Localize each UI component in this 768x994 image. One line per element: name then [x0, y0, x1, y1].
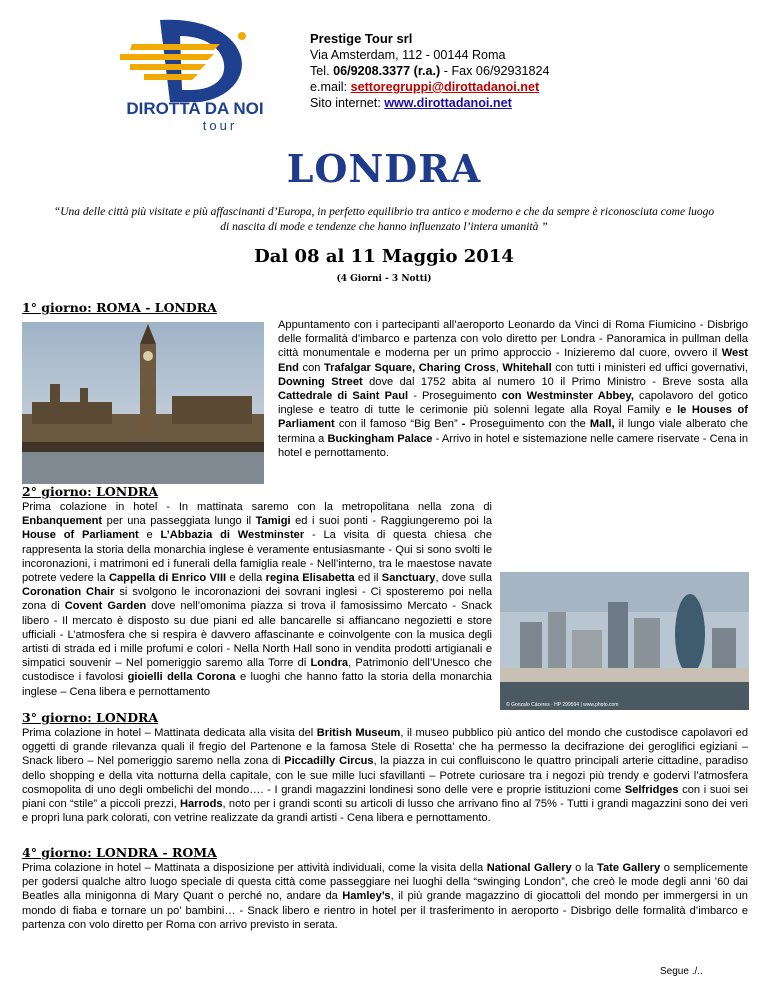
company-info [310, 31, 549, 111]
website-link[interactable]: www.dirottadanoi.net [384, 96, 512, 110]
day4-paragraph: Prima colazione in hotel – Mattinata a disposizione per attività individuali, come la visita della National Gallery o la Tate Gallery o semplicemente per godersi qualche altro luogo speciale di questa città come passeggiare nei luoghi della “swinging London”, che creò le mode degli anni ’60 dai Beatles alla minigonna di Mary Quant o perché no, andare da Hamley’s, il più grande magazzino di giocattoli del mondo per immergersi in un mondo di fiaba e tornare un po’ bambini… - Snack libero e rientro in hotel per il trasferimento in aeroporto - Disbrigo delle formalità d’imbarco e partenza con volo diretto per Roma con arrivo previsto in serata. [22, 862, 748, 931]
email-prefix: e.mail: [310, 80, 351, 94]
day2-paragraph: Prima colazione in hotel - In mattinata saremo con la metropolitana nella zona di Enbanquement per una passeggiata lungo il Tamigi ed i suoi ponti - Raggiungeremo poi la House of Parliament e L’Abbazia di Westminster - La visita di questa chiesa che rappresenta la storia della monarchia inglese è veramente entusiasmante - Qui si sono svolti le incoronazioni, i matrimoni ed i funerali della famiglia reale - Nell’interno, tra le maestose navate potrete vedere la Cappella di Enrico VIII e della regina Elisabetta ed il Sanctuary, dove sulla Coronation Chair si svolgono le incoronazioni dei sovrani inglesi - Ci sposteremo poi nella zona di Covent Garden dove nell’omonima piazza si trova il famosissimo Mercato - Snack libero - Il mercato è disposto su due piani ed alle bancarelle si affiancano negozietti e store ufficiali - L’atmosfera che si respira è davvero affascinante e coinvolgente con la musica degli artisti di strada ed i mille profumi e colori - Nella North Hall sono in vendita prodotti artigianali e simpatici souvenir – Nel pomeriggio saremo alla Torre di Londra, Patrimonio dell’Unesco che custodisce i favolosi gioielli della Corona e luoghi che hanno fatto la storia della monarchia inglese – Cena libera e pernottamento [22, 501, 493, 698]
company-phone [310, 63, 549, 79]
company-site [310, 95, 549, 111]
day3-paragraph: Prima colazione in hotel – Mattinata dedicata alla visita del British Museum, il museo pubblico più antico del mondo che custodisce capolavori ed oggetti di grande rilevanza quali il fregio del Partenone e la famosa Stele di Rosetta’ che ha permesso la decifrazione dei geroglifici egiziani – Snack libero – Nel pomeriggio saremo nella zona di Piccadilly Circus, la piazza in cui confluiscono le quattro principali arterie cittadine, paradiso dello shopping e della vita notturna della capitale, con le sue mille luci sfavillanti – Potrete curiosare tra i negozi più trendy e godervi l’atmosfera cosmopolita di uno degli ombelichi del mondo…. - I grandi magazzini londinesi sono delle vere e proprie istituzioni come Selfridges con i suoi sei piani con “stile” a piccoli prezzi, Harrods, noto per i grandi sconti su articoli di lusso che arrivano fino al 75% - Tutti i grandi magazzini sono dei veri e propri luna park colorati, con vetrine realizzate da grandi artisti - Cena libera e pernottamento. [22, 727, 749, 825]
westminster-photo [22, 322, 264, 484]
trip-duration: (4 Giorni - 3 Notti) [336, 274, 432, 284]
company-email [310, 79, 549, 95]
day1-paragraph: Appuntamento con i partecipanti all’aeroporto Leonardo da Vinci di Roma Fiumicino - Disbrigo delle formalità d’imbarco e partenza con volo diretto per Londra - Panoramica in pullman della città monumentale e moderna per un primo approccio - Inizieremo dal cuore, ovvero il West End con Trafalgar Square, Charing Cross, Whitehall con tutti i ministeri ed uffici governativi, Downing Street dove dal 1752 abita al numero 10 il Primo Ministro - Breve sosta alla Cattedrale di Saint Paul - Proseguimento con Westminster Abbey, capolavoro del gotico inglese e teatro di tutte le cerimonie più solenni legate alla Royal Family e le Houses of Parliament con il famoso “Big Ben” - Proseguimento con the Mall, il lungo viale alberato che termina a Buckingham Palace - Arrivo in hotel e sistemazione nelle camere riservate - Cena in hotel e pernottamento. [278, 319, 748, 459]
trip-dates: Dal 08 al 11 Maggio 2014 [254, 246, 514, 267]
company-address: Via Amsterdam, 112 - 00144 Roma [310, 48, 506, 62]
day2-heading: 2° giorno: LONDRA [22, 484, 159, 499]
logo-sub: tour [202, 118, 238, 133]
logo-mark [120, 20, 246, 102]
day3-text [22, 726, 748, 825]
day1-text [278, 318, 748, 460]
day1-heading: 1° giorno: ROMA - LONDRA [22, 300, 217, 315]
london-skyline-photo [500, 572, 749, 710]
logo-brand: DIROTTA DA NOI [126, 99, 264, 118]
tel-number: 06/9208.3377 (r.a.) [333, 64, 441, 78]
page-title: LONDRA [286, 146, 482, 191]
email-link[interactable]: settoregruppi@dirottadanoi.net [350, 80, 540, 94]
company-name: Prestige Tour srl [310, 31, 413, 46]
day4-heading: 4° giorno: LONDRA - ROMA [22, 845, 217, 860]
dirotta-da-noi-logo [90, 14, 300, 134]
day3-heading: 3° giorno: LONDRA [22, 710, 159, 725]
continued-note: Segue ./.. [660, 966, 703, 977]
tel-prefix: Tel. [310, 64, 334, 78]
photo2-credit: © Gonzalo Cáceres · HP 299594 | www.photo.com [506, 702, 619, 708]
site-prefix: Sito internet: [310, 96, 385, 110]
day4-text [22, 861, 748, 932]
intro-quote: “Una delle città più visitate e più affascinanti d’Europa, in perfetto equilibrio tra antico e moderno e che da sempre è riconosciuta come luogo di nascita di mode e tendenze che hanno influenzato l’intera umanità ” [53, 206, 715, 233]
fax-number: - Fax 06/92931824 [440, 64, 550, 78]
